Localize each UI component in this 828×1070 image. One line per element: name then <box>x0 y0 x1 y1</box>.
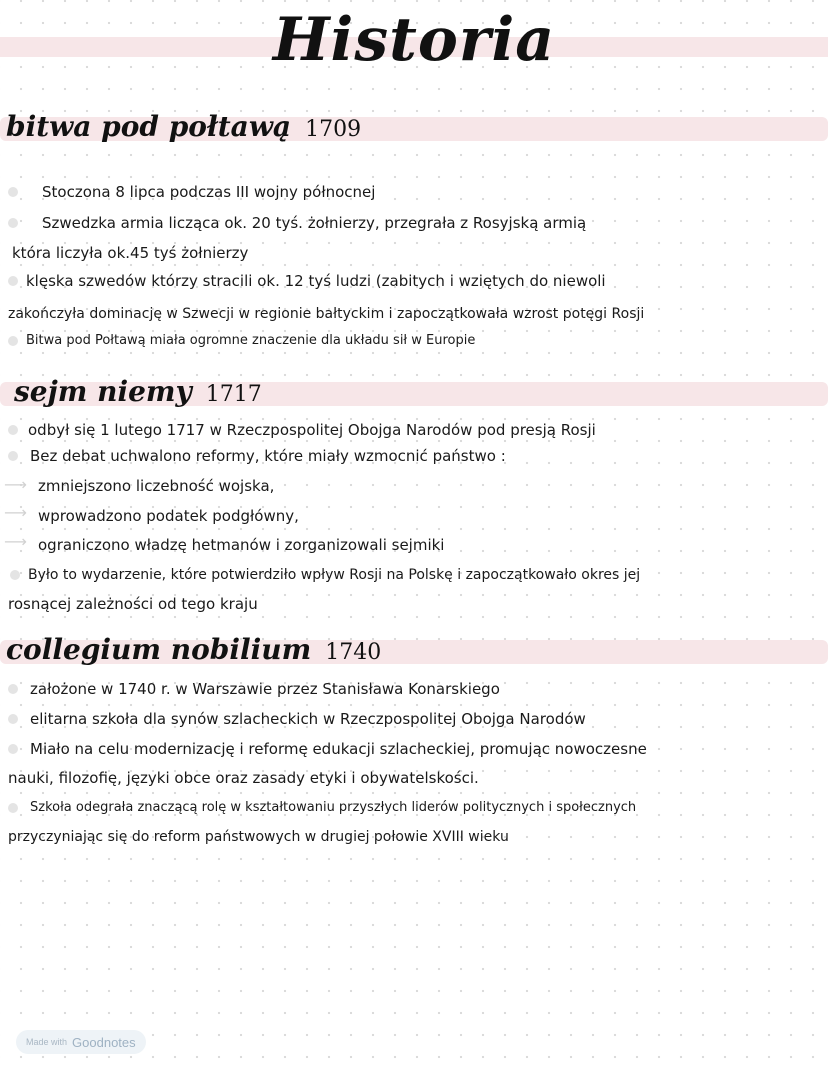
note-line: Miało na celu modernizację i reformę edukacji szlacheckiej, promując nowoczesne <box>30 740 647 758</box>
note-line: założone w 1740 r. w Warszawie przez Stanisława Konarskiego <box>30 680 500 698</box>
note-line: która liczyła ok.45 tyś żołnierzy <box>12 244 249 262</box>
note-line: zakończyła dominację w Szwecji w regionie bałtyckim i zapoczątkowała wzrost potęgi Rosji <box>8 306 645 322</box>
arrow-icon: ⟶ <box>4 532 27 551</box>
section-heading-text: bitwa pod połtawą <box>6 110 292 143</box>
bullet-dot <box>8 218 18 228</box>
bullet-dot <box>8 451 18 461</box>
note-line: nauki, filozofię, języki obce oraz zasady etyki i obywatelskości. <box>8 769 479 787</box>
bullet-dot <box>10 570 20 580</box>
note-line: elitarna szkoła dla synów szlacheckich w Rzeczpospolitej Obojga Narodów <box>30 710 586 728</box>
note-line: Stoczona 8 lipca podczas III wojny północnej <box>42 183 376 201</box>
bullet-dot <box>8 714 18 724</box>
section-heading-text: sejm niemy <box>14 375 192 408</box>
note-line: Bez debat uchwalono reformy, które miały wzmocnić państwo : <box>30 447 506 465</box>
note-line: Było to wydarzenie, które potwierdziło wpływ Rosji na Polskę i zapoczątkowało okres jej <box>28 567 641 583</box>
section-year: 1709 <box>305 117 362 142</box>
arrow-icon: ⟶ <box>4 475 27 494</box>
note-line: Szkoła odegrała znaczącą rolę w kształtowaniu przyszłych liderów politycznych i społecznych <box>30 800 637 815</box>
bullet-dot <box>8 803 18 813</box>
arrow-icon: ⟶ <box>4 503 27 522</box>
note-line: klęska szwedów którzy stracili ok. 12 tyś ludzi (zabitych i wziętych do niewoli <box>26 272 606 290</box>
section-year: 1740 <box>325 640 382 665</box>
made-with-goodnotes-badge[interactable] <box>16 1030 146 1054</box>
bullet-dot <box>8 684 18 694</box>
note-line: odbył się 1 lutego 1717 w Rzeczpospolitej Obojga Narodów pod presją Rosji <box>28 421 596 439</box>
section-heading <box>6 632 381 671</box>
bullet-dot <box>8 425 18 435</box>
note-line: ograniczono władzę hetmanów i zorganizowali sejmiki <box>38 536 445 554</box>
section-year: 1717 <box>205 382 262 407</box>
goodnotes-logo-text: Goodnotes <box>72 1034 136 1050</box>
bullet-dot <box>8 744 18 754</box>
section-heading-row <box>0 633 828 666</box>
note-line: Szwedzka armia licząca ok. 20 tyś. żołnierzy, przegrała z Rosyjską armią <box>42 214 587 232</box>
note-line: Bitwa pod Połtawą miała ogromne znaczenie dla układu sił w Europie <box>26 333 476 348</box>
bullet-dot <box>8 336 18 346</box>
bullet-dot <box>8 276 18 286</box>
page-title: Historia <box>272 5 556 75</box>
section-heading <box>14 374 262 413</box>
section-heading <box>6 109 361 148</box>
section-heading-row <box>0 375 828 408</box>
note-line: przyczyniając się do reform państwowych w drugiej połowie XVIII wieku <box>8 829 509 845</box>
made-with-label: Made with <box>26 1037 68 1047</box>
section-heading-text: collegium nobilium <box>6 633 312 666</box>
note-line: wprowadzono podatek podgłówny, <box>38 507 299 525</box>
section-heading-row <box>0 110 828 143</box>
note-line: zmniejszono liczebność wojska, <box>38 477 275 495</box>
bullet-dot <box>8 187 18 197</box>
note-line: rosnącej zależności od tego kraju <box>8 595 258 613</box>
